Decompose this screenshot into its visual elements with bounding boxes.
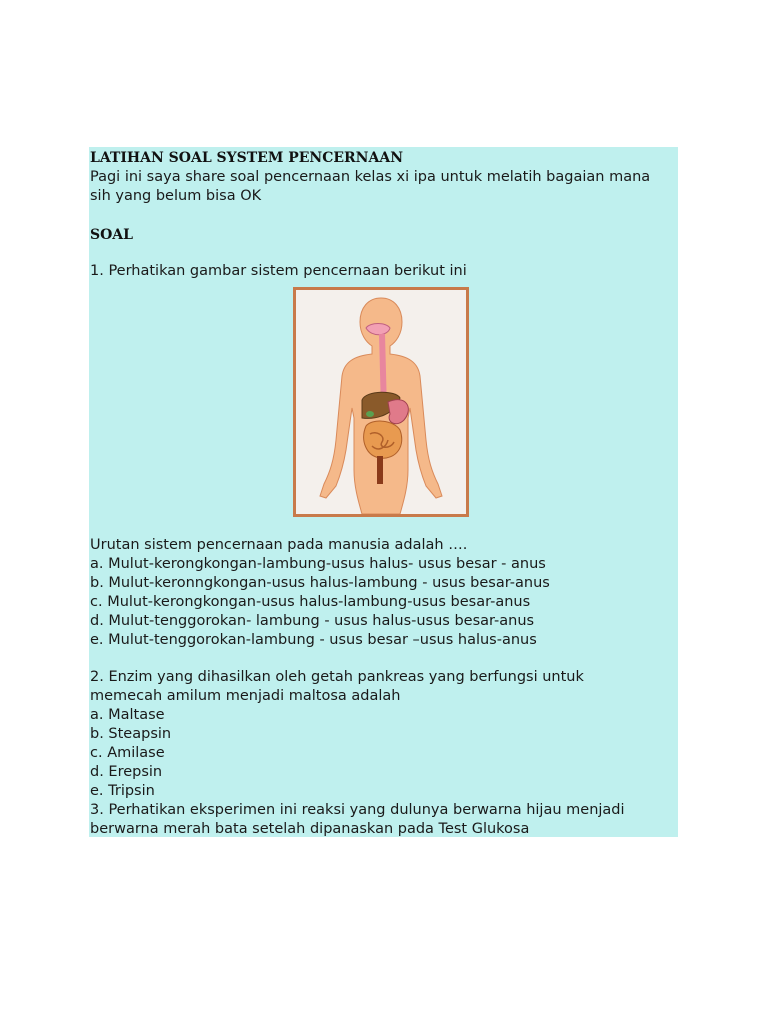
q2-option-e: e. Tripsin (90, 783, 155, 799)
q3-prompt-line-1: 3. Perhatikan eksperimen ini reaksi yang dulunya berwarna hijau menjadi (90, 802, 625, 818)
document-content (89, 147, 678, 837)
intro-line-1: Pagi ini saya share soal pencernaan kelas xi ipa untuk melatih bagaian mana (90, 169, 651, 185)
q2-prompt-line-1: 2. Enzim yang dihasilkan oleh getah pankreas yang berfungsi untuk (90, 669, 584, 685)
q2-prompt-line-2: memecah amilum menjadi maltosa adalah (90, 688, 401, 704)
digestive-system-icon (296, 290, 466, 514)
q1-question: Urutan sistem pencernaan pada manusia adalah …. (90, 537, 468, 553)
q1-option-d: d. Mulut-tenggorokan- lambung - usus halus-usus besar-anus (90, 613, 535, 629)
section-heading: SOAL (90, 227, 134, 243)
digestive-system-figure (293, 287, 469, 517)
page-title: LATIHAN SOAL SYSTEM PENCERNAAN (90, 150, 403, 166)
q1-option-c: c. Mulut-kerongkongan-usus halus-lambung-usus besar-anus (90, 594, 531, 610)
q2-option-b: b. Steapsin (90, 726, 172, 742)
q1-option-b: b. Mulut-keronngkongan-usus halus-lambung - usus besar-anus (90, 575, 550, 591)
q1-option-a: a. Mulut-kerongkongan-lambung-usus halus- usus besar - anus (90, 556, 546, 572)
q1-prompt: 1. Perhatikan gambar sistem pencernaan berikut ini (90, 263, 467, 279)
q2-option-a: a. Maltase (90, 707, 165, 723)
q2-option-c: c. Amilase (90, 745, 165, 761)
intro-line-2: sih yang belum bisa OK (90, 188, 262, 204)
q1-option-e: e. Mulut-tenggorokan-lambung - usus besar –usus halus-anus (90, 632, 537, 648)
q2-option-d: d. Erepsin (90, 764, 163, 780)
q3-prompt-line-2: berwarna merah bata setelah dipanaskan pada Test Glukosa (90, 821, 530, 837)
